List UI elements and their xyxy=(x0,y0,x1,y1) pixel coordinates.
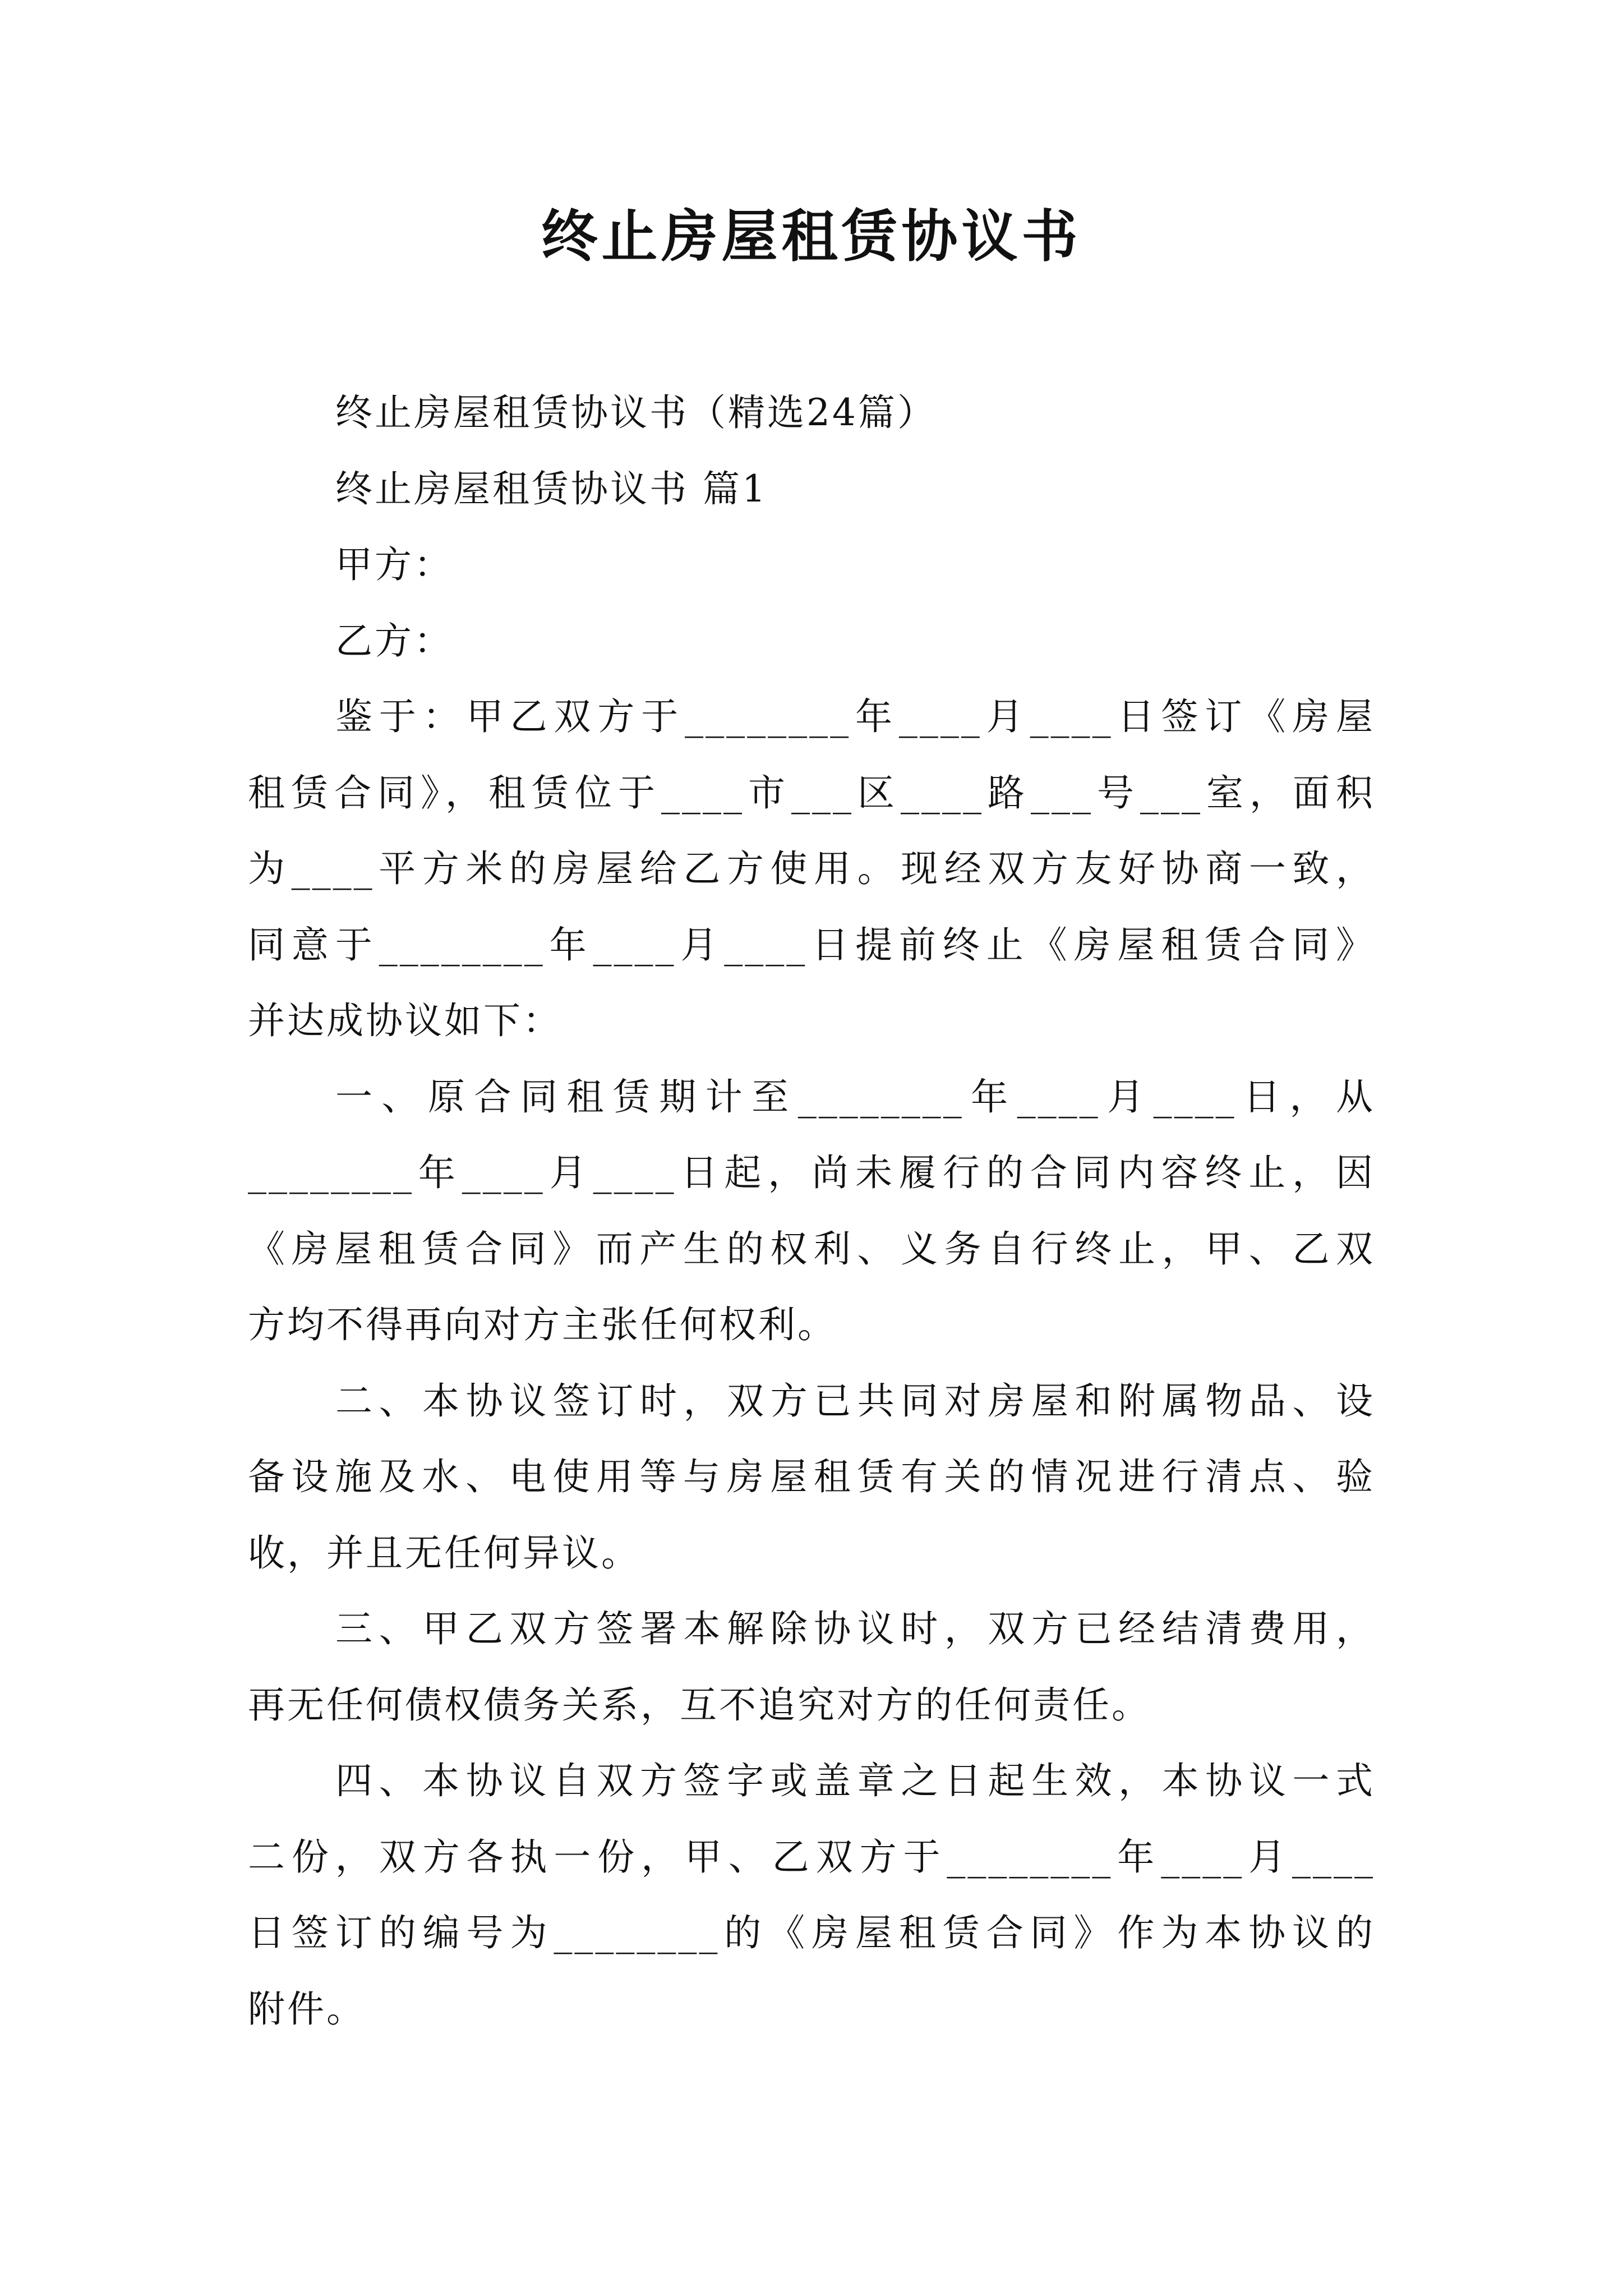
text-line: 甲方： xyxy=(335,543,453,586)
text-line: 终止房屋租赁协议书（精选24篇） xyxy=(335,391,937,434)
clause-4 xyxy=(248,1743,1375,2047)
text-line: 日签订的编号为________的《房屋租赁合同》作为本协议的 xyxy=(248,1911,1375,1954)
text-line: 乙方： xyxy=(335,619,453,662)
text-line: 三、甲乙双方签署本解除协议时，双方已经结清费用， xyxy=(335,1607,1375,1650)
preamble-paragraph xyxy=(248,679,1375,1059)
text-line: 租赁合同》，租赁位于____市___区____路___号___室，面积 xyxy=(248,771,1375,815)
document-body xyxy=(248,375,1375,2047)
text-line: 备设施及水、电使用等与房屋租赁有关的情况进行清点、验 xyxy=(248,1455,1375,1498)
clause-2 xyxy=(248,1363,1375,1591)
collection-heading xyxy=(248,375,1375,451)
clause-3 xyxy=(248,1591,1375,1743)
text-line: ________年____月____日起，尚未履行的合同内容终止，因 xyxy=(248,1151,1375,1194)
clause-1 xyxy=(248,1059,1375,1363)
text-line: 鉴于：甲乙双方于________年____月____日签订《房屋 xyxy=(335,695,1375,738)
text-line: 四、本协议自双方签字或盖章之日起生效，本协议一式 xyxy=(335,1759,1375,1802)
article-heading xyxy=(248,451,1375,527)
text-line: 一、原合同租赁期计至________年____月____日，从 xyxy=(335,1075,1375,1119)
text-line: 方均不得再向对方主张任何权利。 xyxy=(248,1303,837,1346)
text-line: 同意于________年____月____日提前终止《房屋租赁合同》 xyxy=(248,923,1375,967)
party-b-line xyxy=(248,603,1375,679)
text-line: 二份，双方各执一份，甲、乙双方于________年____月____ xyxy=(248,1835,1375,1879)
text-line: 并达成协议如下： xyxy=(248,999,562,1042)
document-title: 终止房屋租赁协议书 xyxy=(541,203,1082,269)
text-line: 终止房屋租赁协议书 篇1 xyxy=(335,467,768,510)
party-a-line xyxy=(248,527,1375,603)
text-line: 二、本协议签订时，双方已共同对房屋和附属物品、设 xyxy=(335,1379,1375,1423)
text-line: 附件。 xyxy=(248,1987,366,2031)
text-line: 再无任何债权债务关系，互不追究对方的任何责任。 xyxy=(248,1683,1151,1727)
text-line: 《房屋租赁合同》而产生的权利、义务自行终止，甲、乙双 xyxy=(248,1227,1375,1271)
text-line: 为____平方米的房屋给乙方使用。现经双方友好协商一致， xyxy=(248,847,1375,890)
text-line: 收，并且无任何异议。 xyxy=(248,1531,640,1575)
